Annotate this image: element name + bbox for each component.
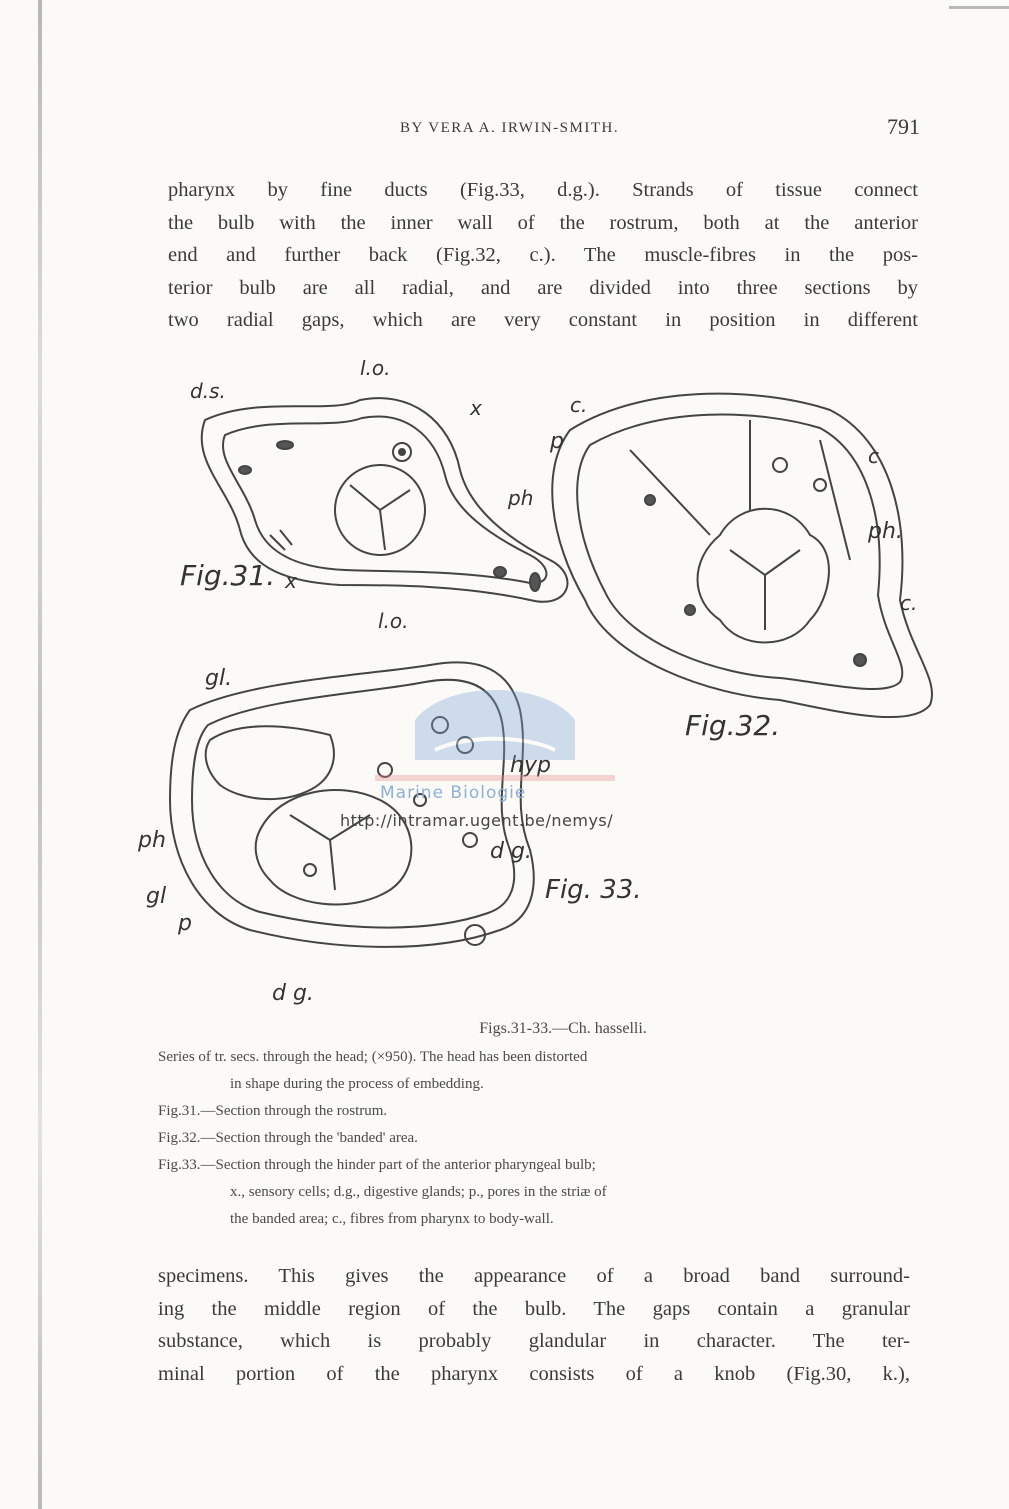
caption-title: Figs.31-33.—Ch. hasselli.: [479, 1020, 647, 1037]
text-line: specimens. This gives the appearance of a broad band surround-: [158, 1265, 910, 1287]
fig33-title: Fig. 33.: [545, 875, 642, 905]
caption-line: Fig.31.—Section through the rostrum.: [158, 1103, 388, 1119]
running-head: BY VERA A. IRWIN-SMITH.: [400, 120, 620, 136]
page-binding-edge: [38, 0, 42, 1509]
text-line: two radial gaps, which are very constant in position in different: [168, 309, 918, 331]
page-top-edge: [949, 6, 1009, 9]
watermark-url: http://intramar.ugent.be/nemys/: [340, 811, 614, 830]
page-number: 791: [887, 114, 920, 139]
paragraph-bottom: [158, 1260, 910, 1390]
fig32-label-ph: ph.: [868, 519, 903, 544]
caption-line: Fig.33.—Section through the hinder part of the anterior pharyngeal bulb;: [158, 1157, 596, 1173]
watermark-text: Marine Biologie: [380, 783, 527, 803]
fig32-label-c-right: c: [868, 444, 879, 468]
fig31-label-lo-bottom: l.o.: [378, 609, 409, 633]
fig33-label-dg-bottom: d g.: [272, 981, 314, 1006]
fig31-label-lo-top: l.o.: [360, 360, 391, 380]
paragraph-top: [168, 174, 918, 337]
text-line: minal portion of the pharynx consists of a knob (Fig.30, k.),: [158, 1362, 910, 1385]
caption-line: the banded area; c., fibres from pharynx to body-wall.: [230, 1211, 554, 1227]
fig33-label-p: p: [178, 911, 192, 936]
fig33-label-gl-top: gl.: [205, 666, 233, 691]
fig31-label-x-top: x: [470, 396, 482, 420]
text-line: the bulb with the inner wall of the rostrum, both at the anterior: [168, 211, 918, 234]
fig32-label-c-bottom: c.: [900, 591, 918, 615]
caption-line: in shape during the process of embedding.: [230, 1076, 484, 1092]
fig31-title: Fig.31.: [180, 559, 276, 592]
text-line: pharynx by fine ducts (Fig.33, d.g.). Strands of tissue connect: [168, 179, 918, 201]
fig32-label-c-top: c.: [570, 393, 588, 417]
text-line: ing the middle region of the bulb. The gaps contain a granular: [158, 1297, 910, 1320]
caption-line: x., sensory cells; d.g., digestive glands; p., pores in the striæ of: [230, 1184, 607, 1200]
caption-line: Series of tr. secs. through the head; (×950). The head has been distorted: [158, 1049, 588, 1065]
fig33-label-dg-right: d g.: [490, 839, 532, 864]
figure-caption: [158, 1020, 908, 1233]
fig31-label-x-bottom: x: [285, 569, 297, 593]
fig32-title: Fig.32.: [685, 709, 781, 742]
fig33-label-gl-left: gl: [146, 884, 167, 909]
text-line: terior bulb are all radial, and are divided into three sections by: [168, 276, 918, 299]
page-header: [400, 114, 920, 144]
fig33-label-hyp: hyp: [510, 753, 551, 778]
text-line: end and further back (Fig.32, c.). The muscle-fibres in the pos-: [168, 244, 918, 266]
fig32-label-p: p: [550, 429, 564, 454]
fig31-label-ph: ph: [508, 486, 534, 510]
fig33-label-ph: ph: [138, 828, 166, 853]
caption-line: Fig.32.—Section through the 'banded' area.: [158, 1130, 418, 1146]
text-line: substance, which is probably glandular in character. The ter-: [158, 1330, 910, 1352]
fig31-label-ds: d.s.: [190, 379, 226, 403]
